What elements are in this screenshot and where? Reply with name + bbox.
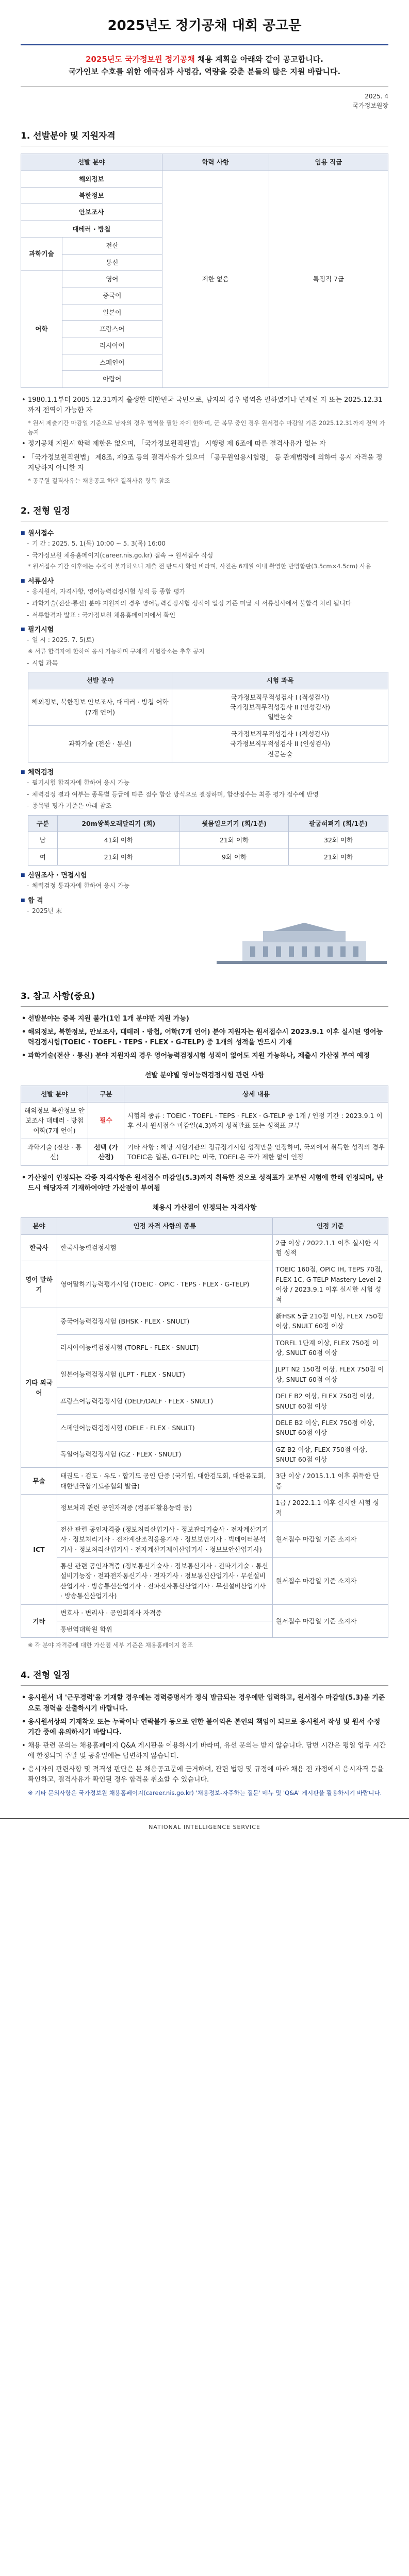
table-row xyxy=(21,1308,388,1334)
col-header: 선발 분야 xyxy=(28,672,172,689)
cert-kind: 변호사 · 변리사 · 공인회계사 자격증 xyxy=(57,1604,273,1621)
physical-block xyxy=(21,768,388,866)
cert-kind: 독일어능력검정시험 (GZ · FLEX · SNULT) xyxy=(57,1441,273,1468)
cert-criteria: GZ B2 이상, FLEX 750점 이상, SNULT 60점 이상 xyxy=(272,1441,388,1468)
written-note: ※ 서류 합격자에 한하여 응시 가능하며 구체적 시험장소는 추후 공지 xyxy=(28,647,205,655)
col-header: 인정 기준 xyxy=(272,1218,388,1234)
cert-kind: 프랑스어능력검정시험 (DELF/DALF · FLEX · SNULT) xyxy=(57,1388,273,1415)
interview-item: - 체력검정 통과자에 한하여 응시 가능 xyxy=(21,881,388,891)
science-label: 과학기술 xyxy=(21,238,62,271)
lang-item: 스페인어 xyxy=(62,354,162,370)
cert-kind: 영어말하기능력평가시험 (TOEIC · OPIC · TEPS · FLEX · G-TELP) xyxy=(57,1261,273,1308)
situp: 9회 이하 xyxy=(179,849,288,865)
cert-kind: 일본어능력검정시험 (JLPT · FLEX · SNULT) xyxy=(57,1361,273,1388)
cert-criteria: 원서접수 마감일 기준 소지자 xyxy=(272,1604,388,1638)
apply-heading: ■ 원서접수 xyxy=(21,529,388,539)
cert-kind: 통번역대학원 학위 xyxy=(57,1621,273,1637)
cert-kind: 전산 관련 공인자격증 (정보처리산업기사 · 정보관리기술사 · 전자계산기기사 · 정보처리기사 · 전자계산조직응용기사 · 정보보안기사 · 빅데이터분석기사 · 정보처리산업기사 · 전자계산기제어산업기사 · 정보보안산업기사) xyxy=(57,1521,273,1557)
col-header: 인정 자격 사항의 종류 xyxy=(57,1218,273,1234)
lang-item: 프랑스어 xyxy=(62,321,162,337)
final-block xyxy=(21,896,388,916)
list-item: • 1980.1.1부터 2005.12.31까지 출생한 대한민국 국민으로, 남자의 경우 병역을 필하였거나 면제된 자 또는 2025.12.31까지 전역이 가능한 자 xyxy=(21,395,388,416)
interview-heading: ■ 신원조사 · 면접시험 xyxy=(21,871,388,881)
col-header: 학력 사항 xyxy=(162,154,269,171)
cert-area: 한국사 xyxy=(21,1234,57,1261)
gender: 여 xyxy=(28,849,58,865)
cert-area: 기타 xyxy=(21,1604,57,1638)
pushup: 21회 이하 xyxy=(289,849,388,865)
intro-box xyxy=(21,44,388,87)
table-row xyxy=(21,1604,388,1621)
col-header: 20m왕복오래달리기 (회) xyxy=(57,815,179,832)
table-row xyxy=(21,1361,388,1388)
cert-criteria: TORFL 1단계 이상, FLEX 750점 이상, SNULT 60점 이상 xyxy=(272,1334,388,1361)
written-field: 해외정보, 북한정보 안보조사, 대테러 · 방첩 어학(7개 언어) xyxy=(28,689,172,725)
science-item: 전산 xyxy=(62,238,162,254)
subject: 국가정보직무적성검사 II (인성검사) xyxy=(230,703,331,711)
table-row xyxy=(21,1139,388,1166)
cert-note xyxy=(21,1173,388,1194)
cert-criteria: DELF B2 이상, FLEX 750점 이상, SNULT 60점 이상 xyxy=(272,1388,388,1415)
doc-block xyxy=(21,577,388,620)
col-header: 상세 내용 xyxy=(124,1086,388,1102)
apply-note: * 원서접수 기간 이후에는 수정이 불가하오니 제출 전 반드시 확인 바라며, 사진은 6개월 이내 촬영한 반명함판(3.5cm×4.5cm) 사용 xyxy=(28,563,371,570)
table-row xyxy=(21,1441,388,1468)
building-illustration xyxy=(21,921,388,967)
written-date: - 일 시 : 2025. 7. 5(토) xyxy=(21,635,388,645)
lang-label: 어학 xyxy=(21,270,62,387)
field-cell: 안보조사 xyxy=(21,204,162,221)
doc-item: - 서류합격자 발표 : 국가정보원 채용홈페이지에서 확인 xyxy=(21,611,388,620)
subject: 국가정보직무적성검사 I (적성검사) xyxy=(231,730,330,738)
gender: 남 xyxy=(28,832,58,849)
run: 41회 이하 xyxy=(57,832,179,849)
cert-criteria: 3단 이상 / 2015.1.1 이후 취득한 단증 xyxy=(272,1468,388,1495)
list-item: • 응시원서 내 '근무경력'을 기재할 경우에는 경력증명서가 정식 발급되는 경우에만 입력하고, 원서접수 마감일(5.3)을 기준으로 경력을 산출하시기 바랍니다. xyxy=(21,1693,388,1714)
situp: 21회 이하 xyxy=(179,832,288,849)
list-item: • 가산점이 인정되는 각종 자격사항은 원서접수 마감일(5.3)까지 취득한 것으로 성적표가 교부된 시험에 한해 인정되며, 반드시 해당자격 기재하여야만 가산점이 부여됨 xyxy=(21,1173,388,1194)
written-subjects xyxy=(172,725,388,762)
subject: 국가정보직무적성검사 I (적성검사) xyxy=(231,693,330,701)
col-header: 구분 xyxy=(28,815,58,832)
section-1-heading: 1. 선발분야 및 지원자격 xyxy=(21,129,388,146)
section-1 xyxy=(21,129,388,486)
doc-heading: ■ 서류심사 xyxy=(21,577,388,587)
final-item: - 2025년 末 xyxy=(21,906,388,916)
written-field: 과학기술 (전산 · 통신) xyxy=(28,725,172,762)
cert-kind: 중국어능력검정시험 (BHSK · FLEX · SNULT) xyxy=(57,1308,273,1334)
physical-item: - 체력검정 결과 여부는 종목별 등급에 따른 점수 합산 방식으로 결정하며, 합산점수는 최종 평가 점수에 반영 xyxy=(21,790,388,800)
written-subjects xyxy=(172,689,388,725)
table-row xyxy=(21,1414,388,1441)
list-item: • 선발분야는 중복 지원 불가(1인 1개 분야만 지원 가능) xyxy=(21,1014,388,1024)
lang-table xyxy=(21,1086,388,1166)
list-item: • 응시자의 관련사항 및 적격성 판단은 본 채용공고문에 근거하며, 관련 법령 및 규정에 따라 채용 전 과정에서 응시자격 등을 확인하고, 결격사유가 확인될 경우 합격을 취소할 수 있습니다. xyxy=(21,1765,388,1785)
lang-item: 러시아어 xyxy=(62,337,162,354)
lang-field: 과학기술 (전산 · 통신) xyxy=(21,1139,88,1166)
cert-kind: 한국사능력검정시험 xyxy=(57,1234,273,1261)
meta xyxy=(0,92,388,111)
cert-kind: 스페인어능력검정시험 (DELE · FLEX · SNULT) xyxy=(57,1414,273,1441)
list-item: • 정기공채 지원시 학력 제한은 없으며, 「국가정보원직원법」 시행령 제 6조에 따른 결격사유가 없는 자 xyxy=(21,439,388,449)
cert-criteria: 新HSK 5급 210점 이상, FLEX 750점 이상, SNULT 60점 이상 xyxy=(272,1308,388,1334)
cert-footnote: ※ 각 분야 자격증에 대한 가산점 세부 기준은 채용홈페이지 참조 xyxy=(28,1641,193,1649)
cert-caption: 채용시 가산점이 인정되는 자격사항 xyxy=(152,1204,257,1212)
table-row xyxy=(28,689,388,725)
table-row xyxy=(21,1521,388,1557)
field-table xyxy=(21,154,388,387)
section-4 xyxy=(21,1669,388,1798)
col-header: 윗몸일으키기 (회/1분) xyxy=(179,815,288,832)
written-table-caption: - 시험 과목 xyxy=(21,658,388,668)
physical-heading: ■ 체력검정 xyxy=(21,768,388,778)
field-cell: 해외정보 xyxy=(21,171,162,187)
table-row xyxy=(21,1261,388,1308)
table-row xyxy=(28,832,388,849)
notes-list xyxy=(21,1014,388,1062)
cert-criteria: DELE B2 이상, FLEX 750점 이상, SNULT 60점 이상 xyxy=(272,1414,388,1441)
table-row xyxy=(21,1558,388,1605)
list-item: • 응시원서상의 기재착오 또는 누락이나 연락불가 등으로 인한 불이익은 본인의 책임이 되므로 응시원서 작성 및 원서 수정 기간 중에 유의하시기 바랍니다. xyxy=(21,1717,388,1738)
notice-date: 2025. 4 xyxy=(365,92,388,100)
lang-item: 영어 xyxy=(62,270,162,287)
intro-text-2: 국가인보 수호를 위한 애국심과 사명감, 역량을 갖춘 분들의 많은 지원 바랍니다. xyxy=(68,66,341,76)
subject: 전공논술 xyxy=(267,750,293,758)
interview-block xyxy=(21,871,388,891)
grade-cell: 특정직 7급 xyxy=(269,171,388,387)
intro-highlight: 2025년도 국가정보원 정기공채 xyxy=(86,55,195,64)
written-block xyxy=(21,625,388,762)
table-row xyxy=(21,1234,388,1261)
cert-area: 기타 외국어 xyxy=(21,1308,57,1468)
table-row xyxy=(21,1495,388,1521)
table-row xyxy=(28,849,388,865)
footer: NATIONAL INTELLIGENCE SERVICE xyxy=(0,1818,409,1832)
physical-table xyxy=(28,815,388,866)
intro-text: 채용 계획을 아래와 같이 공고합니다. xyxy=(194,55,323,64)
lang-item: 일본어 xyxy=(62,304,162,320)
col-header: 선발 분야 xyxy=(21,1086,88,1102)
physical-item: - 필기시험 합격자에 한하여 응시 가능 xyxy=(21,778,388,788)
cert-criteria: 원서접수 마감일 기준 소지자 xyxy=(272,1558,388,1605)
pushup: 32회 이하 xyxy=(289,832,388,849)
cert-area: 무술 xyxy=(21,1468,57,1495)
apply-site: - 국가정보원 채용홈페이지(career.nis.go.kr) 접속 → 원서접수 작성 xyxy=(21,551,388,561)
table-row xyxy=(21,1334,388,1361)
cert-kind: 러시아어능력검정시험 (TORFL · FLEX · SNULT) xyxy=(57,1334,273,1361)
cert-criteria: 원서접수 마감일 기준 소지자 xyxy=(272,1521,388,1557)
cert-table xyxy=(21,1217,388,1638)
cert-criteria: TOEIC 160점, OPIC IH, TEPS 70점, FLEX 1C, G-TELP Mastery Level 2 이상 / 2023.9.1 이후 실시한 시험 성적 xyxy=(272,1261,388,1308)
list-item: • 과학기술(전산 · 통신) 분야 지원자의 경우 영어능력검정시험 성적이 없어도 지원 가능하나, 제출시 가산점 부여 예정 xyxy=(21,1051,388,1061)
subject: 일반논술 xyxy=(267,713,293,721)
cert-area: ICT xyxy=(21,1495,57,1604)
physical-item: - 종목별 평가 기준은 아래 참조 xyxy=(21,801,388,811)
edu-cell: 제한 없음 xyxy=(162,171,269,387)
cert-criteria: JLPT N2 150점 이상, FLEX 750점 이상, SNULT 60점 이상 xyxy=(272,1361,388,1388)
subject: 국가정보직무적성검사 II (인성검사) xyxy=(230,740,331,748)
lang-item: 아랍어 xyxy=(62,371,162,387)
table-row xyxy=(21,1388,388,1415)
lang-field: 해외정보 북한정보 안보조사 대테러 · 방첩 어학(7개 언어) xyxy=(21,1102,88,1139)
note: * 공무원 결격사유는 채용공고 하단 결격사유 항목 참조 xyxy=(28,477,170,484)
col-header: 팔굽혀펴기 (회/1분) xyxy=(289,815,388,832)
doc-item: - 과학기술(전산·통신) 분야 지원자의 경우 영어능력검정시험 성적이 일정 기준 미달 시 서류심사에서 불합격 처리 됩니다 xyxy=(21,599,388,608)
misc-list xyxy=(21,1693,388,1798)
table-row xyxy=(21,1102,388,1139)
col-header: 임용 직급 xyxy=(269,154,388,171)
apply-block xyxy=(21,529,388,571)
field-cell: 대테러 · 방첩 xyxy=(21,221,162,237)
cert-kind: 태권도 · 검도 · 유도 · 합기도 공인 단증 (국기원, 대한검도회, 대한유도회, 대한민국합기도총협회 발급) xyxy=(57,1468,273,1495)
section-2 xyxy=(21,504,388,971)
science-item: 통신 xyxy=(62,254,162,270)
col-header: 선발 분야 xyxy=(21,154,162,171)
lang-item: 중국어 xyxy=(62,287,162,304)
written-heading: ■ 필기시험 xyxy=(21,625,388,635)
list-item: • 「국가정보원직원법」 제8조, 제9조 등의 결격사유가 있으며 「공무원임용시험령」 등 관계법령에 의하여 응시 자격을 정지당하지 아니한 자 xyxy=(21,453,388,473)
col-header: 구분 xyxy=(88,1086,124,1102)
list-item: • 채용 관련 문의는 채용홈페이지 Q&A 게시판을 이용하시기 바라며, 유선 문의는 받지 않습니다. 답변 시간은 평일 업무 시간에 한정되며 주말 및 공휴일에는 답변하지 않습니다. xyxy=(21,1741,388,1761)
page-title: 2025년도 정기공채 대회 공고문 xyxy=(107,18,302,33)
cert-criteria: 2급 이상 / 2022.1.1 이후 실시한 시험 성적 xyxy=(272,1234,388,1261)
list-item: • 해외정보, 북한정보, 안보조사, 대테러 · 방첩, 어학(7개 언어) 분야 지원자는 원서접수시 2023.9.1 이후 실시된 영어능력검정시험(TOEIC · TOEFL · TEPS · FLEX · G-TELP) 중 1개의 성적을 반드시 기재 xyxy=(21,1027,388,1048)
cert-kind: 정보처리 관련 공인자격증 (컴퓨터활용능력 등) xyxy=(57,1495,273,1521)
section-3 xyxy=(21,990,388,1651)
qualification-list xyxy=(21,395,388,486)
col-header: 분야 xyxy=(21,1218,57,1234)
cert-criteria: 1급 / 2022.1.1 이후 실시한 시험 성적 xyxy=(272,1495,388,1521)
cert-area: 영어 말하기 xyxy=(21,1261,57,1308)
note: * 원서 제출기간 마감일 기준으로 남자의 경우 병역을 필한 자에 한하며, 군 복무 중인 경우 원서접수 마감일 기준 2025.12.31까지 전역 가능자 xyxy=(28,419,385,436)
section-3-heading: 3. 참고 사항(중요) xyxy=(21,990,388,1007)
doc-item: - 응시원서, 자격사항, 영어능력검정시험 성적 등 종합 평가 xyxy=(21,587,388,597)
cert-kind: 통신 관련 공인자격증 (정보통신기술사 · 정보통신기사 · 전파기기술 · 통신설비기능장 · 전파전자통신기사 · 전자기사 · 정보통신산업기사 · 무선설비산업기사 · 방송통신산업기사 · 전파전자통신산업기사 · 무선설비산업기사 · 방송통신산업기사) xyxy=(57,1558,273,1605)
notice-org: 국가정보원장 xyxy=(352,102,388,110)
table-row xyxy=(21,1468,388,1495)
lang-type: 선택 (가산점) xyxy=(88,1139,124,1166)
written-table xyxy=(28,672,388,762)
section-4-heading: 4. 전형 일정 xyxy=(21,1669,388,1686)
run: 21회 이하 xyxy=(57,849,179,865)
field-cell: 북한정보 xyxy=(21,188,162,204)
apply-period: - 기 간 : 2025. 5. 1(목) 10:00 ~ 5. 3(목) 16:00 xyxy=(21,539,388,549)
lang-detail: 기타 사항 : 해당 시험기관의 정규정기시험 성적만을 인정하며, 국외에서 취득한 성적의 경우 TOEIC은 일본, G-TELP는 미국, TOEFL은 국가 제한 없이 인정 xyxy=(124,1139,388,1166)
lang-type: 필수 xyxy=(88,1102,124,1139)
final-heading: ■ 합 격 xyxy=(21,896,388,906)
lang-detail: 시험의 종류 : TOEIC · TOEFL · TEPS · FLEX · G-TELP 중 1개 / 인정 기간 : 2023.9.1 이후 실시 원서접수 마감일(4.3)까지 성적발표 또는 성적표 교부 xyxy=(124,1102,388,1139)
col-header: 시험 과목 xyxy=(172,672,388,689)
section-2-heading: 2. 전형 일정 xyxy=(21,504,388,521)
lang-caption: 선발 분야별 영어능력검정시험 관련 사항 xyxy=(144,1072,265,1080)
last-note: ※ 기타 문의사항은 국가정보원 채용홈페이지(career.nis.go.kr) '채용정보-자주하는 질문' 메뉴 및 'Q&A' 게시판을 활용하시기 바랍니다. xyxy=(28,1789,382,1797)
table-row xyxy=(28,725,388,762)
